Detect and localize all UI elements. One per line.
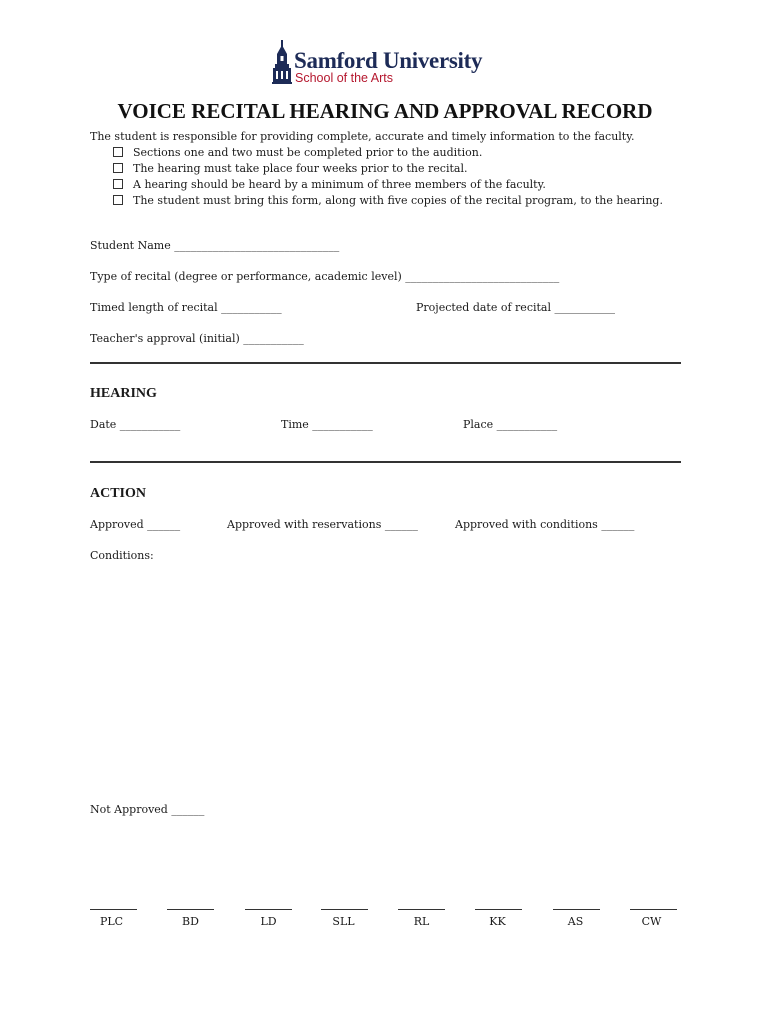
recital-type-field: Type of recital (degree or performance, academic level) ____________________________ bbox=[90, 270, 560, 283]
hearing-date-field: Date ___________ bbox=[90, 418, 181, 431]
school-name: School of the Arts bbox=[295, 71, 393, 85]
signature-line bbox=[630, 909, 677, 910]
university-name: Samford University bbox=[294, 48, 483, 73]
signature-line bbox=[321, 909, 368, 910]
section-divider bbox=[90, 461, 681, 463]
conditions-label: Conditions: bbox=[90, 549, 154, 562]
checkbox-icon bbox=[113, 163, 123, 173]
signature-label: LD bbox=[260, 915, 277, 928]
checklist-item: The hearing must take place four weeks prior to the recital. bbox=[113, 162, 467, 175]
student-name-field: Student Name ______________________________ bbox=[90, 239, 340, 252]
university-logo bbox=[272, 40, 502, 88]
checklist-item: Sections one and two must be completed prior to the audition. bbox=[113, 146, 482, 159]
hearing-time-field: Time ___________ bbox=[281, 418, 373, 431]
signature-line bbox=[398, 909, 445, 910]
not-approved-field: Not Approved ______ bbox=[90, 803, 205, 816]
signature-line bbox=[553, 909, 600, 910]
signature-label: AS bbox=[567, 915, 584, 928]
signature-label: BD bbox=[182, 915, 199, 928]
checkbox-icon bbox=[113, 147, 123, 157]
checklist-item: A hearing should be heard by a minimum of three members of the faculty. bbox=[113, 178, 546, 191]
intro-text: The student is responsible for providing complete, accurate and timely information to the faculty. bbox=[90, 130, 635, 143]
signature-label: SLL bbox=[332, 915, 355, 928]
signature-line bbox=[90, 909, 137, 910]
section-divider bbox=[90, 362, 681, 364]
page-title: VOICE RECITAL HEARING AND APPROVAL RECORD bbox=[117, 99, 653, 123]
signature-label: RL bbox=[413, 915, 430, 928]
checkbox-icon bbox=[113, 195, 123, 205]
action-heading: ACTION bbox=[90, 486, 147, 501]
signature-label: KK bbox=[489, 915, 506, 928]
signature-label: PLC bbox=[99, 915, 124, 928]
tower-icon bbox=[272, 40, 292, 84]
hearing-place-field: Place ___________ bbox=[463, 418, 558, 431]
projected-date-field: Projected date of recital ___________ bbox=[416, 301, 615, 314]
timed-length-field: Timed length of recital ___________ bbox=[90, 301, 282, 314]
checklist-item: The student must bring this form, along with five copies of the recital program, to the hearing. bbox=[113, 194, 663, 207]
signature-line bbox=[475, 909, 522, 910]
approved-reservations-field: Approved with reservations ______ bbox=[227, 518, 418, 531]
teacher-approval-field: Teacher's approval (initial) ___________ bbox=[90, 332, 304, 345]
signature-label: CW bbox=[641, 915, 662, 928]
hearing-heading: HEARING bbox=[90, 386, 157, 401]
approved-conditions-field: Approved with conditions ______ bbox=[455, 518, 635, 531]
approved-field: Approved ______ bbox=[90, 518, 181, 531]
signature-line bbox=[245, 909, 292, 910]
checkbox-icon bbox=[113, 179, 123, 189]
signature-line bbox=[167, 909, 214, 910]
